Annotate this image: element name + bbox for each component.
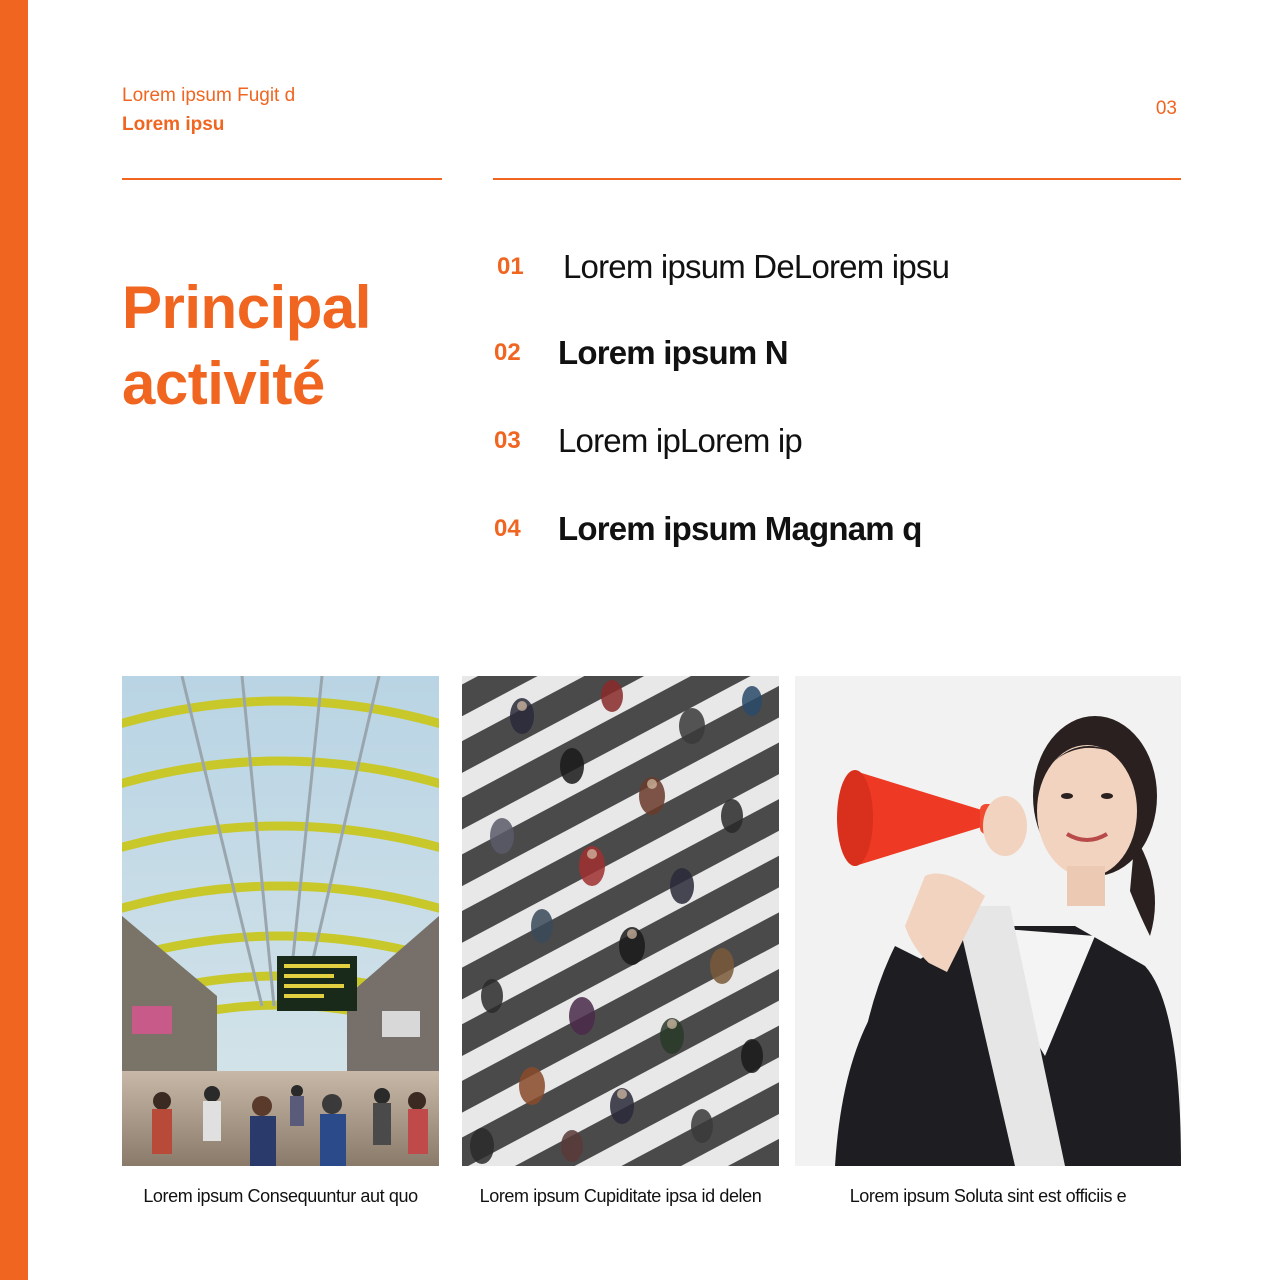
section-title-line1: Principal xyxy=(122,274,371,341)
section-title xyxy=(122,270,452,422)
agenda-item-04 xyxy=(494,504,922,554)
accent-side-bar xyxy=(0,0,28,1280)
agenda-number: 04 xyxy=(494,515,521,542)
agenda-item-03 xyxy=(494,416,802,466)
divider-left xyxy=(122,178,442,180)
agenda-text: Lorem ipsum Magnam q xyxy=(558,510,922,547)
agenda-text: Lorem ipsum N xyxy=(558,334,788,371)
agenda-item-02 xyxy=(494,328,788,378)
divider-right xyxy=(493,178,1181,180)
crosswalk-crowd-photo xyxy=(462,676,779,1166)
section-title-line2: activité xyxy=(122,350,325,417)
megaphone-woman-photo xyxy=(795,676,1181,1166)
photo-caption: Lorem ipsum Consequuntur aut quo xyxy=(143,1186,418,1206)
agenda-text: Lorem ipLorem ip xyxy=(558,422,802,459)
agenda-number: 02 xyxy=(494,339,521,366)
agenda-number: 01 xyxy=(497,253,524,280)
header-title: Lorem ipsu xyxy=(122,114,225,135)
page-number: 03 xyxy=(1155,98,1177,119)
photo-caption: Lorem ipsum Cupiditate ipsa id delen xyxy=(479,1186,762,1206)
header-subtitle: Lorem ipsum Fugit d xyxy=(122,85,296,106)
agenda-text: Lorem ipsum DeLorem ipsu xyxy=(563,248,950,285)
photo-caption: Lorem ipsum Soluta sint est officiis e xyxy=(849,1186,1127,1206)
market-arcade-photo xyxy=(122,676,439,1166)
agenda-number: 03 xyxy=(494,427,521,454)
agenda-item-01 xyxy=(494,242,949,292)
